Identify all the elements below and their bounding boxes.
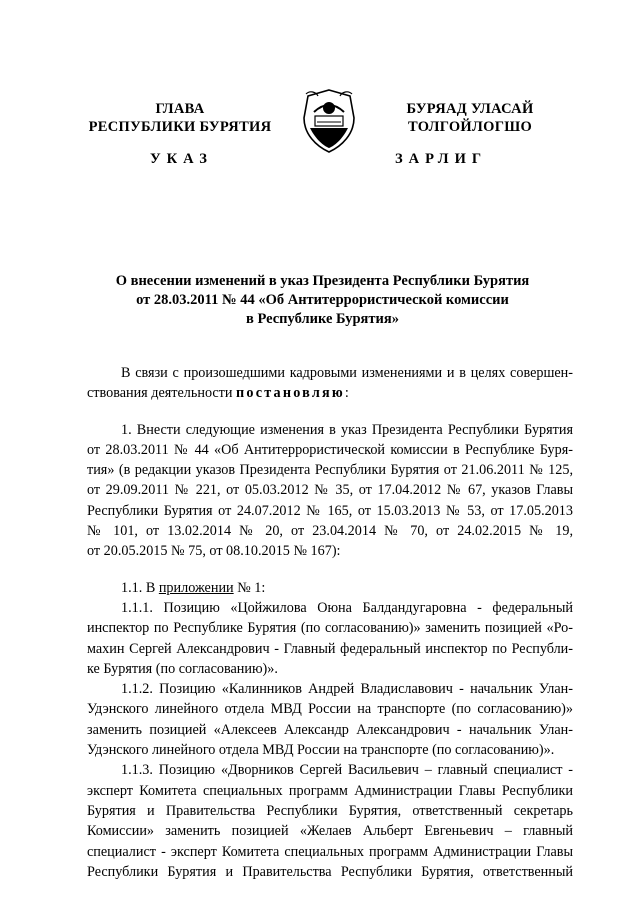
text-fragment: № 1:: [233, 579, 266, 596]
paragraph-1-1: [87, 578, 573, 598]
paragraph-1: [87, 420, 573, 562]
paragraph-1-1-3: [87, 760, 573, 882]
document-title: [70, 272, 575, 329]
text-line: заменить позицией «Алексеев Александр Александрович - начальник Улан-: [87, 721, 573, 738]
text-line: № 101, от 13.02.2014 № 20, от 23.04.2014 № 70, от 24.02.2015 № 19,: [87, 523, 573, 540]
text-line: [87, 383, 573, 403]
coat-of-arms-emblem-icon: [300, 88, 358, 154]
text-line: тия» (в редакции указов Президента Республики Бурятия от 21.06.2011 № 125,: [87, 462, 573, 479]
text-line: 1.1.3. Позицию «Дворников Сергей Васильевич – главный специалист -: [121, 762, 573, 779]
underlined-appendix: приложении: [158, 579, 234, 596]
spacer: [87, 562, 573, 578]
decree-keyword: постановляю: [236, 385, 345, 402]
text-fragment: ствования деятельности: [87, 385, 237, 402]
text-line: от 28.03.2011 № 44 «Об Антитеррористической комиссии в Республике Буря-: [87, 441, 573, 458]
paragraph-1-1-2: [87, 679, 573, 760]
text-line: Удэнского линейного отдела МВД России на транспорте (по согласованию)».: [87, 742, 555, 759]
text-line: [87, 578, 573, 598]
title-line: от 28.03.2011 № 44 «Об Антитеррористической комиссии: [136, 292, 509, 308]
text-line: эксперт Комитета специальных программ Администрации Главы Республики: [87, 782, 573, 799]
header-left-line2: РЕСПУБЛИКИ БУРЯТИЯ: [88, 119, 272, 135]
text-fragment: 1.1. В: [121, 579, 159, 596]
text-line: Бурятия и Правительства Республики Бурятия, ответственный секретарь: [87, 802, 573, 819]
title-line: О внесении изменений в указ Президента Республики Бурятия: [115, 273, 530, 289]
text-line: специалист - эксперт Комитета специальных программ Администрации Главы: [87, 843, 573, 860]
document-body: [87, 363, 573, 882]
text-line: Республики Бурятия и Правительства Республики Бурятия, ответственный: [87, 863, 573, 880]
spacer: [87, 404, 573, 420]
text-line: от 20.05.2015 № 75, от 08.10.2015 № 167):: [87, 543, 341, 560]
title-line: в Республике Бурятия»: [246, 311, 399, 327]
text-line: махин Сергей Александрович - Главный федеральный инспектор по Республи-: [87, 640, 573, 657]
text-line: Удэнского линейного отдела МВД России на транспорте (по согласованию)»: [87, 701, 573, 718]
text-fragment: :: [344, 385, 349, 402]
text-line: 1.1.1. Позицию «Цойжилова Оюна Балдандугаровна - федеральный: [121, 599, 573, 616]
text-line: В связи с произошедшими кадровыми изменениями и в целях совершен-: [121, 365, 573, 381]
text-line: Комиссии» заменить позицией «Желаев Альберт Евгеньевич – главный: [87, 823, 573, 840]
text-line: Республики Бурятия от 24.07.2012 № 165, от 15.03.2013 № 53, от 17.05.2013: [87, 502, 573, 519]
header-right-line1: БУРЯАД УЛАСАЙ: [406, 101, 534, 117]
text-line: 1.1.2. Позицию «Калинников Андрей Владиславович - начальник Улан-: [121, 681, 573, 698]
header-right: [370, 100, 570, 136]
intro-paragraph: [87, 363, 573, 404]
header-left-line1: ГЛАВА: [155, 101, 205, 117]
text-line: ке Бурятия (по согласованию)».: [87, 660, 278, 677]
doc-type-left: УКАЗ: [150, 151, 213, 167]
header-left: [70, 100, 290, 136]
doc-type-right: ЗАРЛИГ: [395, 151, 488, 167]
text-line: 1. Внести следующие изменения в указ Президента Республики Бурятия: [121, 421, 573, 438]
paragraph-1-1-1: [87, 598, 573, 679]
text-line: от 29.09.2011 № 221, от 05.03.2012 № 35, от 17.04.2012 № 67, указов Главы: [87, 482, 573, 499]
text-line: инспектор по Республике Бурятия (по согласованию)» заменить позицией «Ро-: [87, 620, 573, 637]
header-right-line2: ТОЛГОЙЛОГШО: [407, 119, 533, 135]
